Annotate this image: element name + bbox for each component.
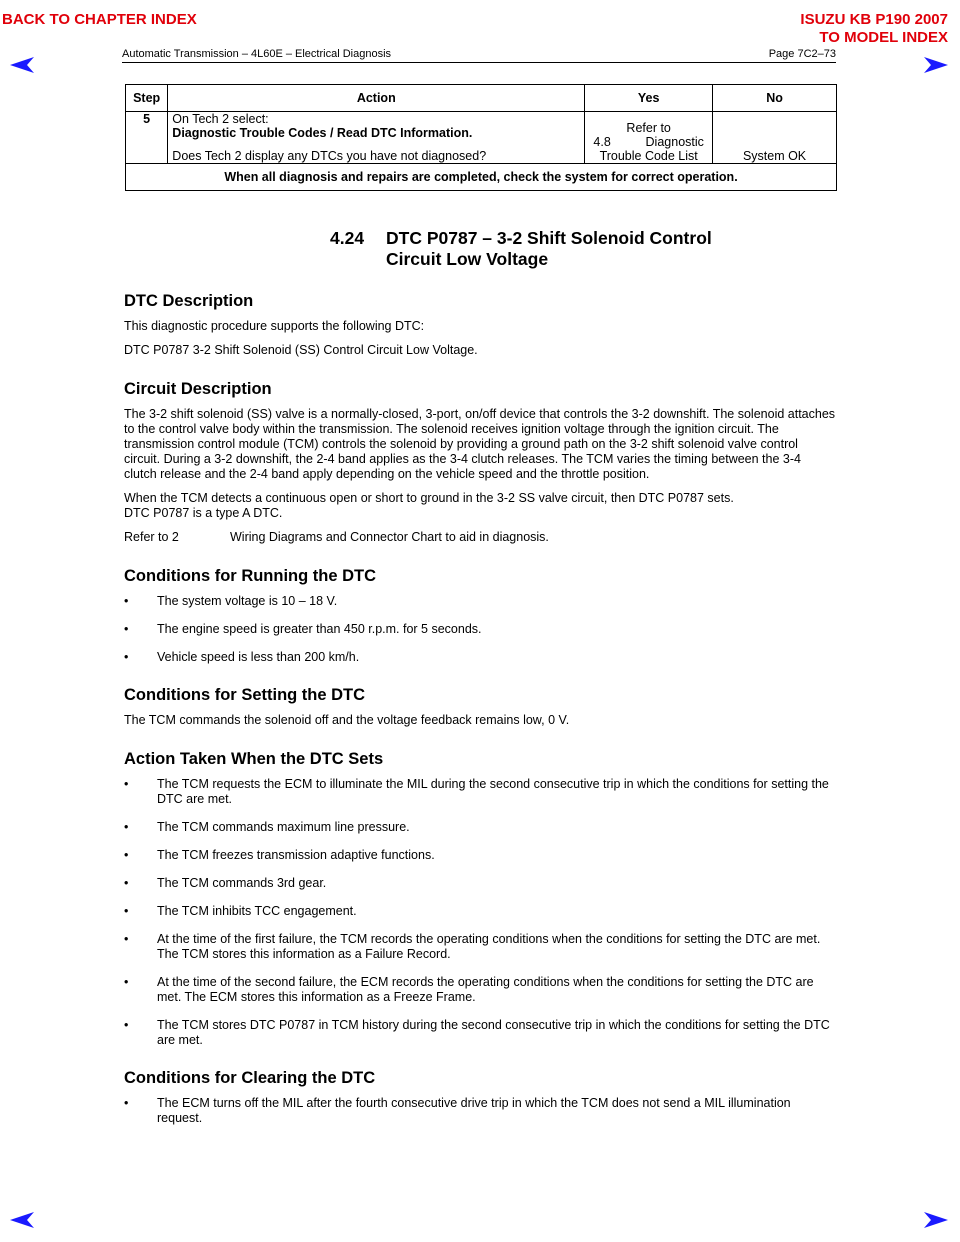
section-title-line: DTC P0787 – 3-2 Shift Solenoid Control xyxy=(386,228,712,248)
paragraph: DTC P0787 3-2 Shift Solenoid (SS) Control Circuit Low Voltage. xyxy=(124,343,478,357)
paragraph: The 3-2 shift solenoid (SS) valve is a normally-closed, 3-port, on/off device that controls the 3-2 downshift. The solenoid attaches to the control valve body within the transmission. The solenoid receives ignition voltage through the ignition circuit. The transmission control module (TCM) controls the solenoid by providing a ground path on the 3-2 shift solenoid valve control circuit. During a 3-2 downshift, the 2-4 band applies as the 3-4 clutch releases. The TCM varies the timing between the 3-4 clutch release and the 2-4 band apply depending on the vehicle speed and the throttle position. xyxy=(124,407,836,481)
paragraph xyxy=(124,491,836,521)
table-footer-note: When all diagnosis and repairs are completed, check the system for correct operation. xyxy=(126,164,837,191)
bullet: • xyxy=(124,848,129,862)
action-taken-list xyxy=(124,777,836,1048)
list-item-text: The TCM commands 3rd gear. xyxy=(157,876,327,890)
action-line: On Tech 2 select: xyxy=(172,112,269,126)
previous-page-bottom-arrow-icon[interactable] xyxy=(10,1212,34,1228)
yes-line: Refer to xyxy=(626,121,671,135)
bullet: • xyxy=(124,594,129,608)
bullet: • xyxy=(124,820,129,834)
model-title-link[interactable]: ISUZU KB P190 2007 xyxy=(800,11,948,28)
conditions-setting-heading: Conditions for Setting the DTC xyxy=(124,686,366,704)
circuit-description-heading: Circuit Description xyxy=(124,380,272,398)
list-item xyxy=(124,848,836,863)
list-item xyxy=(124,594,836,609)
action-taken-heading: Action Taken When the DTC Sets xyxy=(124,750,384,768)
bullet: • xyxy=(124,975,129,989)
refer-text: Wiring Diagrams and Connector Chart to aid in diagnosis. xyxy=(230,530,549,544)
next-page-bottom-arrow-icon[interactable] xyxy=(924,1212,948,1228)
bullet: • xyxy=(124,1096,129,1110)
to-model-index-link[interactable]: TO MODEL INDEX xyxy=(819,29,948,46)
list-item-text: The TCM inhibits TCC engagement. xyxy=(157,904,357,918)
section-title-line: Circuit Low Voltage xyxy=(386,249,549,269)
list-item xyxy=(124,1096,836,1126)
header-rule xyxy=(122,62,836,63)
list-item xyxy=(124,876,836,891)
previous-page-arrow-icon[interactable] xyxy=(10,57,34,73)
paragraph: This diagnostic procedure supports the following DTC: xyxy=(124,319,425,333)
list-item-text: The engine speed is greater than 450 r.p.m. for 5 seconds. xyxy=(157,622,482,636)
list-item xyxy=(124,975,836,1005)
list-item-text: At the time of the second failure, the ECM records the operating conditions when the conditions for setting the DTC are met. The ECM stores this information as a Freeze Frame. xyxy=(157,975,814,1004)
col-header-yes: Yes xyxy=(585,85,713,112)
refer-paragraph xyxy=(124,530,836,545)
list-item-text: The ECM turns off the MIL after the fourth consecutive drive trip in which the TCM does not send a MIL illumination request. xyxy=(157,1096,791,1125)
dtc-description-heading: DTC Description xyxy=(124,292,254,310)
bullet: • xyxy=(124,650,129,664)
conditions-clearing-list xyxy=(124,1096,836,1126)
table-row xyxy=(126,112,837,164)
list-item xyxy=(124,1018,836,1048)
running-header-title: Automatic Transmission – 4L60E – Electrical Diagnosis xyxy=(122,48,392,60)
yes-line: Trouble Code List xyxy=(599,149,698,163)
conditions-running-heading: Conditions for Running the DTC xyxy=(124,567,377,585)
action-question: Does Tech 2 display any DTCs you have not diagnosed? xyxy=(172,149,487,163)
bullet: • xyxy=(124,876,129,890)
step-yes-cell xyxy=(585,112,713,164)
col-header-action: Action xyxy=(168,85,585,112)
conditions-running-list xyxy=(124,594,836,665)
list-item-text: The TCM stores DTC P0787 in TCM history during the second consecutive trip in which the conditions for setting the DTC are met. xyxy=(157,1018,830,1047)
step-no-cell: System OK xyxy=(713,112,837,164)
bullet: • xyxy=(124,904,129,918)
refer-link[interactable]: Refer to 2 xyxy=(124,530,179,544)
list-item-text: The TCM commands maximum line pressure. xyxy=(157,820,410,834)
action-menu-path: Diagnostic Trouble Codes / Read DTC Information. xyxy=(172,126,473,140)
bullet: • xyxy=(124,1018,129,1032)
section-number: 4.24 xyxy=(330,228,365,248)
list-item-text: Vehicle speed is less than 200 km/h. xyxy=(157,650,360,664)
diagnostic-step-table xyxy=(125,84,837,191)
table-header-row xyxy=(126,85,837,112)
list-item-text: The system voltage is 10 – 18 V. xyxy=(157,594,338,608)
step-action xyxy=(168,112,585,164)
list-item xyxy=(124,777,836,807)
table-footer-row xyxy=(126,164,837,191)
col-header-no: No xyxy=(713,85,837,112)
bullet: • xyxy=(124,932,129,946)
list-item-text: The TCM freezes transmission adaptive functions. xyxy=(157,848,435,862)
list-item xyxy=(124,904,836,919)
step-number: 5 xyxy=(126,112,168,164)
section-title xyxy=(330,228,712,270)
next-page-arrow-icon[interactable] xyxy=(924,57,948,73)
back-to-chapter-index-link[interactable]: BACK TO CHAPTER INDEX xyxy=(2,11,197,28)
paragraph-line: When the TCM detects a continuous open or short to ground in the 3-2 SS valve circuit, then DTC P0787 sets. xyxy=(124,491,734,505)
page-content xyxy=(124,294,836,1139)
list-item xyxy=(124,622,836,637)
list-item-text: The TCM requests the ECM to illuminate the MIL during the second consecutive trip in which the conditions for setting the DTC are met. xyxy=(157,777,829,806)
list-item xyxy=(124,932,836,962)
list-item xyxy=(124,650,836,665)
bullet: • xyxy=(124,777,129,791)
yes-ref-link[interactable]: 4.8 Diagnostic xyxy=(593,135,704,149)
paragraph-line: DTC P0787 is a type A DTC. xyxy=(124,506,283,520)
list-item xyxy=(124,820,836,835)
bullet: • xyxy=(124,622,129,636)
conditions-clearing-heading: Conditions for Clearing the DTC xyxy=(124,1069,376,1087)
col-header-step: Step xyxy=(126,85,168,112)
paragraph: The TCM commands the solenoid off and the voltage feedback remains low, 0 V. xyxy=(124,713,570,727)
list-item-text: At the time of the first failure, the TCM records the operating conditions when the conditions for setting the DTC are met. The TCM stores this information as a Failure Record. xyxy=(157,932,821,961)
page-number: Page 7C2–73 xyxy=(768,48,836,60)
